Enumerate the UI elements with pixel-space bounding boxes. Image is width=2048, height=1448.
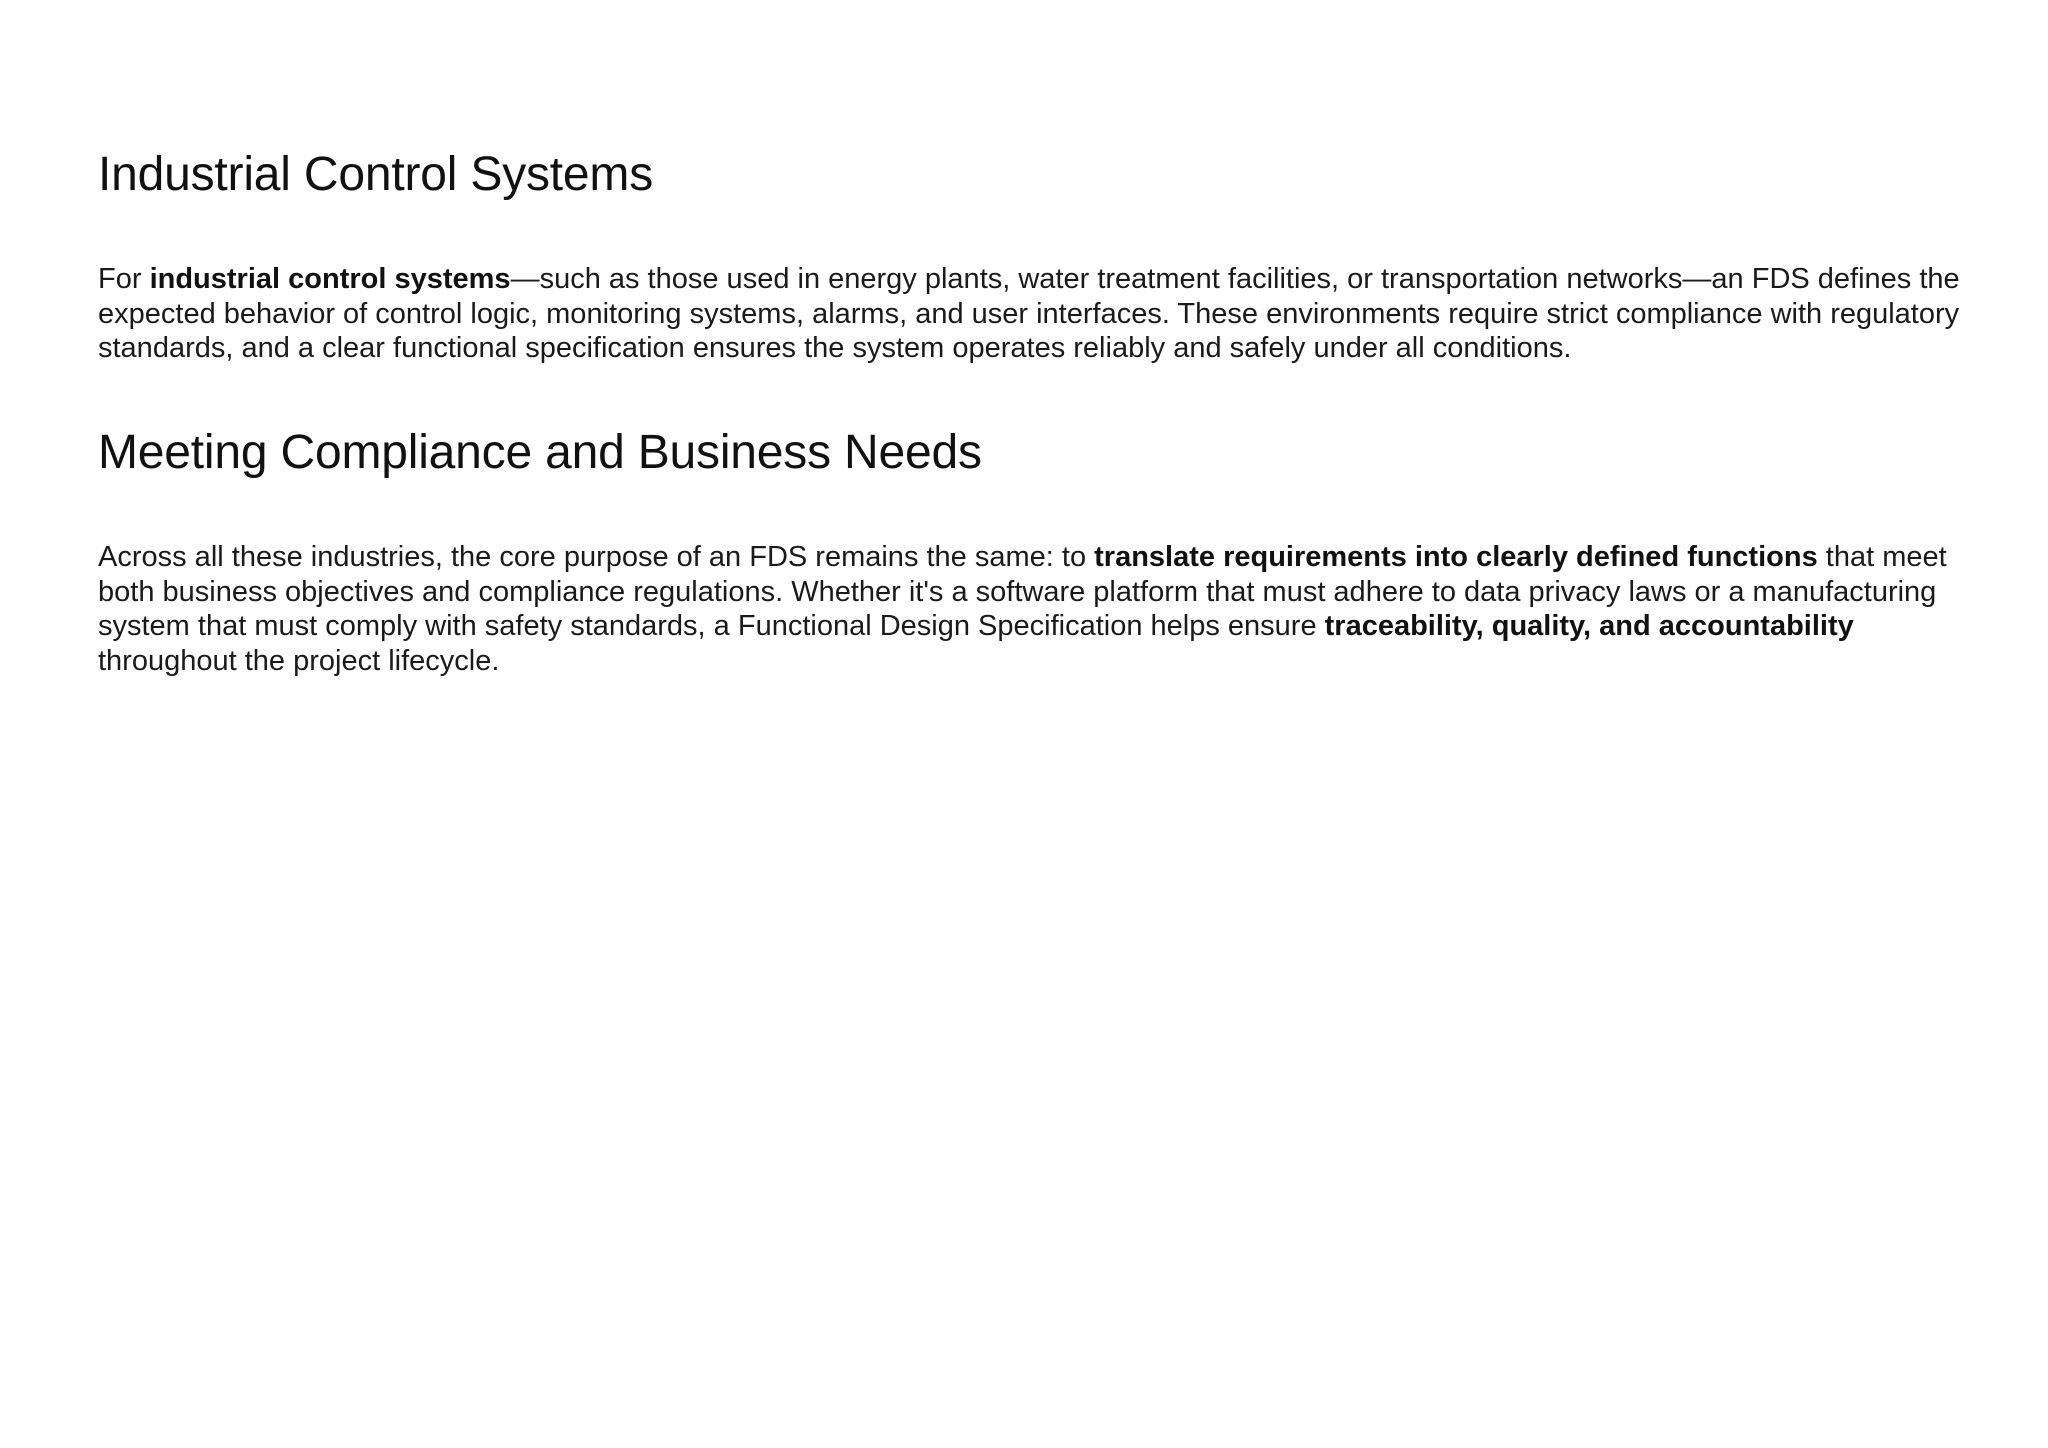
- section-paragraph-meeting-compliance: [98, 540, 1978, 678]
- paragraph-bold-text: traceability, quality, and accountability: [1324, 610, 1854, 642]
- paragraph-bold-text: translate requirements into clearly defined functions: [1094, 541, 1818, 573]
- paragraph-text: For: [98, 263, 150, 295]
- section-heading-meeting-compliance: Meeting Compliance and Business Needs: [98, 426, 982, 479]
- section-heading-industrial-control-systems: Industrial Control Systems: [98, 148, 654, 201]
- paragraph-text: Across all these industries, the core purpose of an FDS remains the same: to: [98, 541, 1095, 573]
- paragraph-text: that meet both business objectives and compliance regulations. Whether it's a software platform that must adhere to data privacy laws or a manufacturing system that must comply with safety standards, a Functional Design Specification helps ensure: [98, 541, 1947, 642]
- section-paragraph-industrial-control-systems: [98, 262, 1978, 366]
- paragraph-bold-text: industrial control systems: [149, 263, 511, 295]
- paragraph-text: throughout the project lifecycle.: [98, 644, 500, 677]
- paragraph-text: —such as those used in energy plants, water treatment facilities, or transportation networks—an FDS defines the expected behavior of control logic, monitoring systems, alarms, and user interfaces. These environments require strict compliance with regulatory standards, and a clear functional specification ensures the system operates reliably and safely under all conditions.: [98, 263, 1960, 364]
